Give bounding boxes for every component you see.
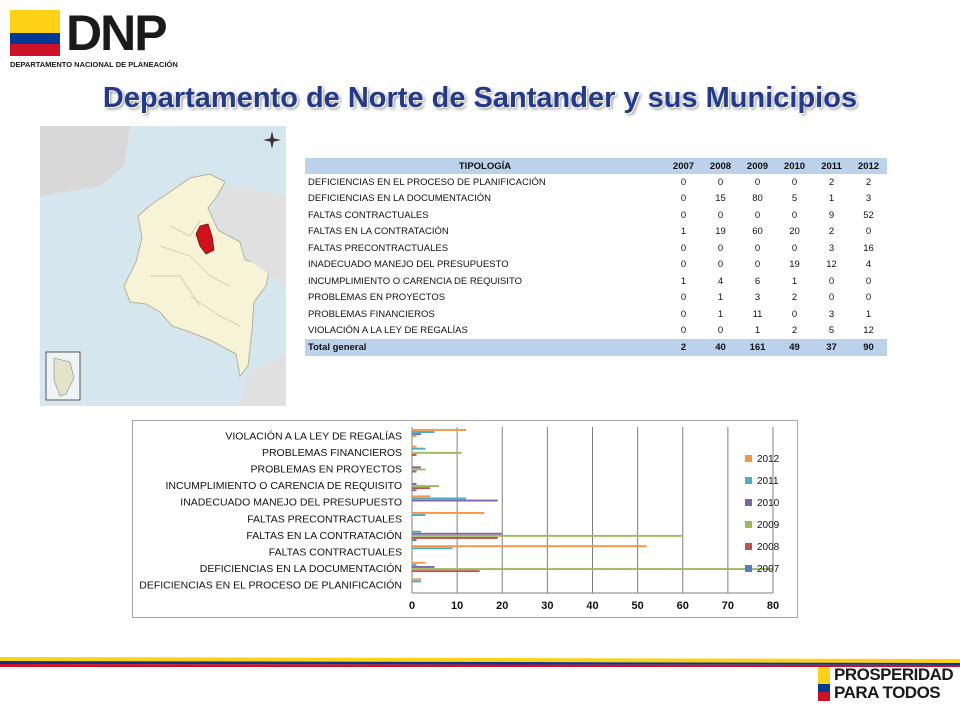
- table-cell: 40: [702, 339, 739, 356]
- table-cell: 0: [791, 176, 798, 188]
- x-tick-label: 10: [451, 600, 464, 612]
- table-row: [305, 224, 887, 241]
- bar: [412, 514, 426, 516]
- table-cell: 2: [791, 292, 798, 304]
- table-cell: 0: [791, 209, 798, 221]
- legend-label: 2008: [757, 542, 780, 553]
- map-graphic: [40, 126, 286, 406]
- legend-swatch: [745, 455, 752, 462]
- legend-swatch: [745, 521, 752, 528]
- table-cell: 6: [754, 275, 761, 287]
- table-cell: 19: [715, 226, 726, 238]
- category-label: DEFICIENCIAS EN LA DOCUMENTACIÓN: [199, 563, 402, 576]
- table-cell: 0: [754, 176, 761, 188]
- table-cell: 80: [752, 193, 763, 205]
- bar: [412, 531, 421, 533]
- bar: [412, 566, 435, 568]
- bar: [412, 500, 498, 502]
- table-cell: 0: [680, 209, 687, 221]
- table-cell: 0: [717, 325, 724, 337]
- table-cell: Total general: [305, 339, 665, 356]
- table-cell: 16: [863, 242, 874, 254]
- table-cell: 2: [828, 226, 835, 238]
- bar: [412, 578, 421, 580]
- brand-line2: PARA TODOS: [834, 683, 941, 702]
- legend-label: 2012: [757, 454, 780, 465]
- table-cell: 20: [789, 226, 800, 238]
- table-row: [305, 257, 887, 274]
- x-tick-label: 80: [766, 600, 780, 612]
- table-cell: 0: [865, 292, 872, 304]
- bar: [412, 454, 417, 456]
- bar: [412, 466, 421, 468]
- table-cell: 4: [717, 275, 724, 287]
- bar: [412, 545, 647, 547]
- x-tick-label: 50: [631, 600, 644, 612]
- table-cell: 0: [828, 275, 835, 287]
- table-cell: 3: [828, 242, 835, 254]
- category-label: PROBLEMAS EN PROYECTOS: [250, 463, 402, 476]
- table-cell: 12: [863, 325, 874, 337]
- bar: [412, 581, 421, 583]
- table-cell: PROBLEMAS FINANCIEROS: [308, 308, 435, 320]
- legend-swatch: [745, 499, 752, 506]
- table-cell: 0: [680, 193, 687, 205]
- table-cell: FALTAS EN LA CONTRATACIÓN: [308, 226, 449, 238]
- logo-subtitle: DEPARTAMENTO NACIONAL DE PLANEACIÓN: [10, 60, 178, 69]
- table-cell: 4: [865, 259, 872, 271]
- legend-swatch: [745, 565, 752, 572]
- table-cell: 0: [828, 292, 835, 304]
- table-cell: 2: [828, 176, 835, 188]
- legend-swatch: [745, 477, 752, 484]
- colombia-map: [40, 126, 286, 406]
- bar: [412, 568, 773, 570]
- legend-label: 2009: [757, 520, 780, 531]
- table-cell: FALTAS CONTRACTUALES: [308, 209, 429, 221]
- bar: [412, 562, 426, 564]
- bar: [412, 469, 426, 471]
- table-cell: 3: [754, 292, 761, 304]
- bar: [412, 564, 417, 566]
- table-cell: DEFICIENCIAS EN LA DOCUMENTACIÓN: [308, 193, 491, 205]
- chart-svg: [133, 421, 797, 617]
- legend-label: 2007: [757, 564, 780, 575]
- category-label: DEFICIENCIAS EN EL PROCESO DE PLANIFICACIÓN: [139, 579, 402, 592]
- table-header: 2011: [813, 158, 850, 174]
- category-label: INCUMPLIMIENTO O CARENCIA DE REQUISITO: [165, 480, 402, 493]
- table-header: 2007: [665, 158, 702, 174]
- x-tick-label: 30: [541, 600, 554, 612]
- table-cell: 0: [680, 242, 687, 254]
- table-cell: 5: [828, 325, 835, 337]
- bar: [412, 435, 417, 437]
- x-tick-label: 0: [408, 600, 416, 612]
- table-cell: 60: [752, 226, 763, 238]
- table-header: 2010: [776, 158, 813, 174]
- table-row: [305, 191, 887, 208]
- bar: [412, 485, 439, 487]
- table-cell: PROBLEMAS EN PROYECTOS: [308, 292, 446, 304]
- table-cell: 11: [752, 308, 763, 320]
- table-cell: 0: [680, 176, 687, 188]
- flag-stripe: [0, 655, 960, 669]
- table-cell: 0: [680, 308, 687, 320]
- table-cell: 0: [680, 325, 687, 337]
- bar: [412, 446, 417, 448]
- logo-text: DNP: [66, 5, 166, 61]
- table-cell: 161: [739, 339, 776, 356]
- category-label: FALTAS CONTRACTUALES: [268, 546, 402, 559]
- table-cell: 0: [865, 226, 872, 238]
- bar: [412, 547, 453, 549]
- bar: [412, 498, 466, 500]
- prosperidad-logo: [818, 664, 954, 704]
- table-cell: 2: [865, 176, 872, 188]
- x-tick-label: 70: [721, 600, 734, 612]
- bar: [412, 431, 435, 433]
- table-cell: 0: [791, 242, 798, 254]
- legend-label: 2010: [757, 498, 780, 509]
- flag-icon: [818, 667, 830, 701]
- data-table: [305, 158, 887, 356]
- table-cell: 0: [754, 259, 761, 271]
- table-cell: 0: [865, 275, 872, 287]
- bar: [412, 533, 502, 535]
- table-header: TIPOLOGÍA: [305, 158, 665, 174]
- bar: [412, 448, 426, 450]
- bar: [412, 512, 484, 514]
- legend-swatch: [745, 543, 752, 550]
- category-label: FALTAS PRECONTRACTUALES: [247, 513, 402, 526]
- bar: [412, 452, 462, 454]
- table-cell: 0: [754, 242, 761, 254]
- x-tick-label: 20: [496, 600, 509, 612]
- table-cell: 1: [717, 308, 724, 320]
- table-cell: DEFICIENCIAS EN EL PROCESO DE PLANIFICACIÓN: [308, 176, 546, 188]
- table-cell: 90: [850, 339, 887, 356]
- bar: [412, 433, 421, 435]
- bar: [412, 570, 480, 572]
- table-cell: 2: [665, 339, 702, 356]
- brand-line1: PROSPERIDAD: [834, 665, 954, 684]
- bar: [412, 429, 466, 431]
- table-cell: 9: [828, 209, 835, 221]
- table-cell: 0: [717, 176, 724, 188]
- table-cell: VIOLACIÓN A LA LEY DE REGALÍAS: [308, 325, 468, 337]
- bar: [412, 483, 417, 485]
- table-cell: 1: [791, 275, 798, 287]
- dnp-logo: [10, 5, 200, 69]
- table-cell: 12: [826, 259, 837, 271]
- table-row: [305, 306, 887, 323]
- bar: [412, 495, 430, 497]
- table-header: 2008: [702, 158, 739, 174]
- x-tick-label: 40: [586, 600, 599, 612]
- table-cell: 1: [680, 275, 687, 287]
- table-cell: 1: [680, 226, 687, 238]
- category-label: PROBLEMAS FINANCIEROS: [261, 446, 402, 459]
- table-cell: 2: [791, 325, 798, 337]
- category-label: FALTAS EN LA CONTRATACIÓN: [246, 529, 402, 542]
- table-row: [305, 240, 887, 257]
- table-cell: 0: [791, 308, 798, 320]
- table-cell: 0: [680, 292, 687, 304]
- bar: [412, 539, 417, 541]
- page-title: Departamento de Norte de Santander y sus Municipios: [102, 82, 858, 114]
- table-header-row: [305, 158, 887, 174]
- table-row: [305, 174, 887, 191]
- table-cell: 1: [717, 292, 724, 304]
- bar: [412, 537, 498, 539]
- table-cell: 15: [715, 193, 726, 205]
- table-cell: INCUMPLIMIENTO O CARENCIA DE REQUISITO: [308, 275, 522, 287]
- table-cell: 3: [828, 308, 835, 320]
- table-cell: INADECUADO MANEJO DEL PRESUPUESTO: [308, 259, 509, 271]
- category-label: VIOLACIÓN A LA LEY DE REGALÍAS: [225, 430, 402, 443]
- table-cell: 0: [717, 209, 724, 221]
- bar: [412, 471, 417, 473]
- table-header: 2012: [850, 158, 887, 174]
- table-cell: 0: [717, 259, 724, 271]
- table-row: [305, 323, 887, 340]
- table-body: [305, 174, 887, 356]
- table-cell: 0: [754, 209, 761, 221]
- table-cell: 52: [863, 209, 874, 221]
- table-cell: 49: [776, 339, 813, 356]
- table-row: [305, 290, 887, 307]
- colombia-flag-icon: [10, 10, 60, 56]
- table-cell: 37: [813, 339, 850, 356]
- table-row: [305, 207, 887, 224]
- bar: [412, 489, 417, 491]
- table-cell: 1: [754, 325, 761, 337]
- table-cell: 19: [789, 259, 800, 271]
- category-label: INADECUADO MANEJO DEL PRESUPUESTO: [180, 496, 402, 509]
- bar: [412, 487, 430, 489]
- table-cell: 0: [717, 242, 724, 254]
- table-cell: 1: [865, 308, 872, 320]
- table-cell: 1: [828, 193, 835, 205]
- bar-chart: [132, 420, 798, 618]
- table-header: 2009: [739, 158, 776, 174]
- table-cell: 5: [791, 193, 798, 205]
- table-cell: 0: [680, 259, 687, 271]
- legend-label: 2011: [757, 476, 779, 487]
- table-cell: 3: [865, 193, 872, 205]
- table-cell: FALTAS PRECONTRACTUALES: [308, 242, 449, 254]
- table-row: [305, 273, 887, 290]
- table-total-row: [305, 339, 887, 356]
- x-tick-label: 60: [676, 600, 689, 612]
- bar: [412, 535, 683, 537]
